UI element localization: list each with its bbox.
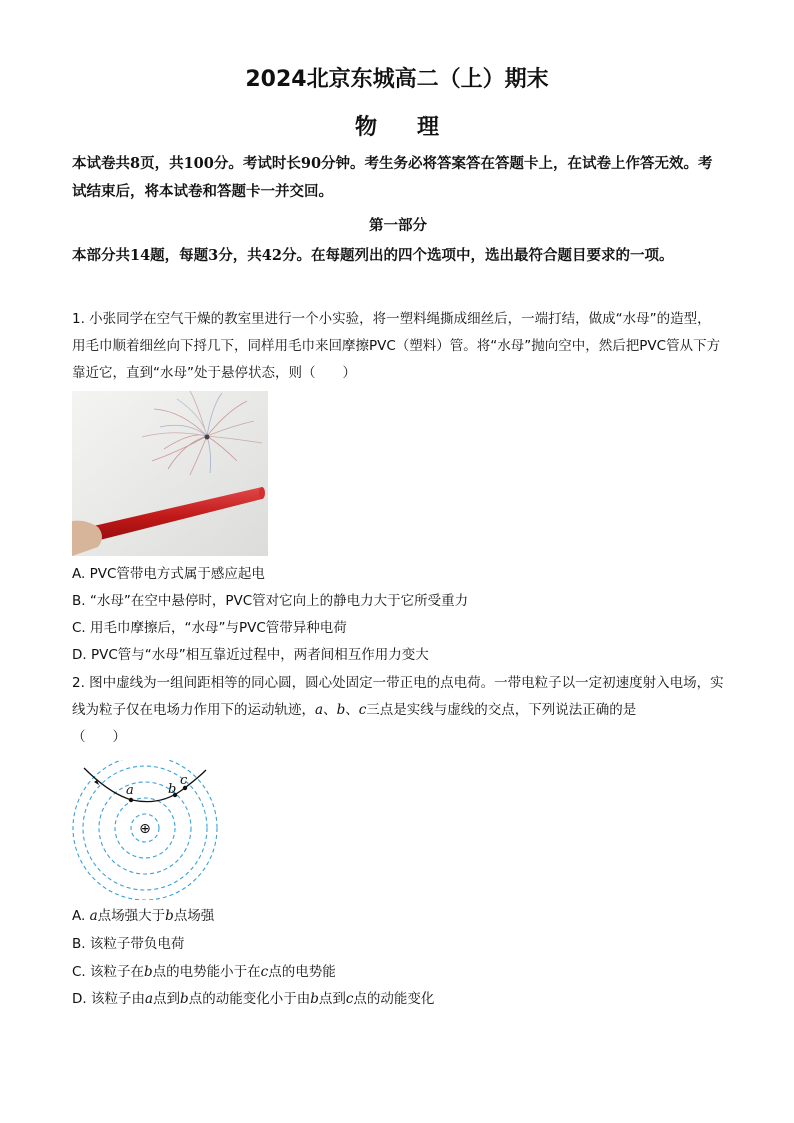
q2d-v4: c: [345, 991, 354, 1007]
q1-option-c: C. 用毛巾摩擦后，“水母”与PVC管带异种电荷: [72, 620, 347, 636]
q2-var-b: b: [336, 702, 346, 718]
q1-photo: [72, 391, 268, 556]
label-c: c: [180, 773, 188, 788]
q1-stem: 1. 小张同学在空气干燥的教室里进行一个小实验，将一塑料绳撕成细丝后，一端打结，做成“水母”的造型，用毛巾顺着细丝向下捋几下，同样用毛巾来回摩擦PVC（塑料）管。将“水母”抛向空中，然后把PVC管从下方靠近它，直到“水母”处于悬停状态，则（ ）: [72, 311, 721, 381]
q2-option-b: B. 该粒子带负电荷: [72, 936, 185, 952]
q2c-post: 点的电势能: [268, 964, 336, 980]
q2-sep1: 、: [323, 702, 337, 718]
q2-option-a: [72, 906, 214, 926]
q2a-v1: a: [89, 908, 98, 924]
q2-var-c: c: [358, 702, 367, 718]
q2-stem-part2: 三点是实线与虚线的交点，下列说法正确的是: [366, 702, 637, 718]
q2-var-a: a: [315, 702, 324, 718]
q2-option-c: [72, 962, 336, 982]
q2d-v1: a: [144, 991, 154, 1007]
q2-stem-part3: （ ）: [72, 729, 126, 745]
point-a: [129, 798, 133, 802]
particle-trajectory: [84, 768, 206, 802]
exam-title: 2024北京东城高二（上）期末: [245, 67, 549, 92]
q2d-m2: 点的动能变化小于由: [188, 991, 311, 1007]
q1-option-b: B. “水母”在空中悬停时，PVC管对它向上的静电力大于它所受重力: [72, 593, 469, 609]
exam-instructions: 本试卷共8页，共100分。考试时长90分钟。考生务必将答案答在答题卡上，在试卷上作答无效。考试结束后，将本试卷和答题卡一并交回。: [72, 155, 713, 200]
q2a-pre: A.: [72, 908, 90, 924]
q2-stem: [72, 670, 724, 751]
q2d-m1: 点到: [153, 991, 181, 1007]
subject-title: 物理: [354, 115, 479, 140]
q2d-v2: b: [180, 991, 189, 1007]
part1-intro: 本部分共14题，每题3分，共42分。在每题列出的四个选项中，选出最符合题目要求的一项。: [72, 247, 674, 264]
q2d-pre: D. 该粒子由: [72, 991, 145, 1007]
label-a: a: [126, 783, 134, 798]
jellyfish-knot: [205, 435, 210, 440]
q2-sep2: 、: [345, 702, 359, 718]
q2-option-d: [72, 989, 434, 1009]
q2c-pre: C. 该粒子在: [72, 964, 145, 980]
q2a-v2: b: [165, 908, 174, 924]
q2-field-diagram: [70, 760, 230, 900]
q2d-m3: 点到: [318, 991, 346, 1007]
label-b: b: [168, 782, 177, 797]
positive-charge-icon: ⊕: [139, 821, 151, 837]
q2-stem-part1: 2. 图中虚线为一组间距相等的同心圆，圆心处固定一带正电的点电荷。一带电粒子以一定初速度射入电场，实线为粒子仅在电场力作用下的运动轨迹，: [72, 675, 724, 718]
q2a-post: 点场强: [173, 908, 215, 924]
q2c-v1: b: [144, 964, 153, 980]
q2c-mid: 点的电势能小于在: [152, 964, 261, 980]
q2c-v2: c: [260, 964, 269, 980]
q1-option-d: D. PVC管与“水母”相互靠近过程中，两者间相互作用力变大: [72, 647, 429, 663]
part1-heading: 第一部分: [369, 217, 427, 234]
q2d-v3: b: [310, 991, 319, 1007]
q2d-post: 点的动能变化: [353, 991, 435, 1007]
q2a-mid: 点场强大于: [97, 908, 166, 924]
q1-option-a: A. PVC管带电方式属于感应起电: [72, 566, 265, 582]
